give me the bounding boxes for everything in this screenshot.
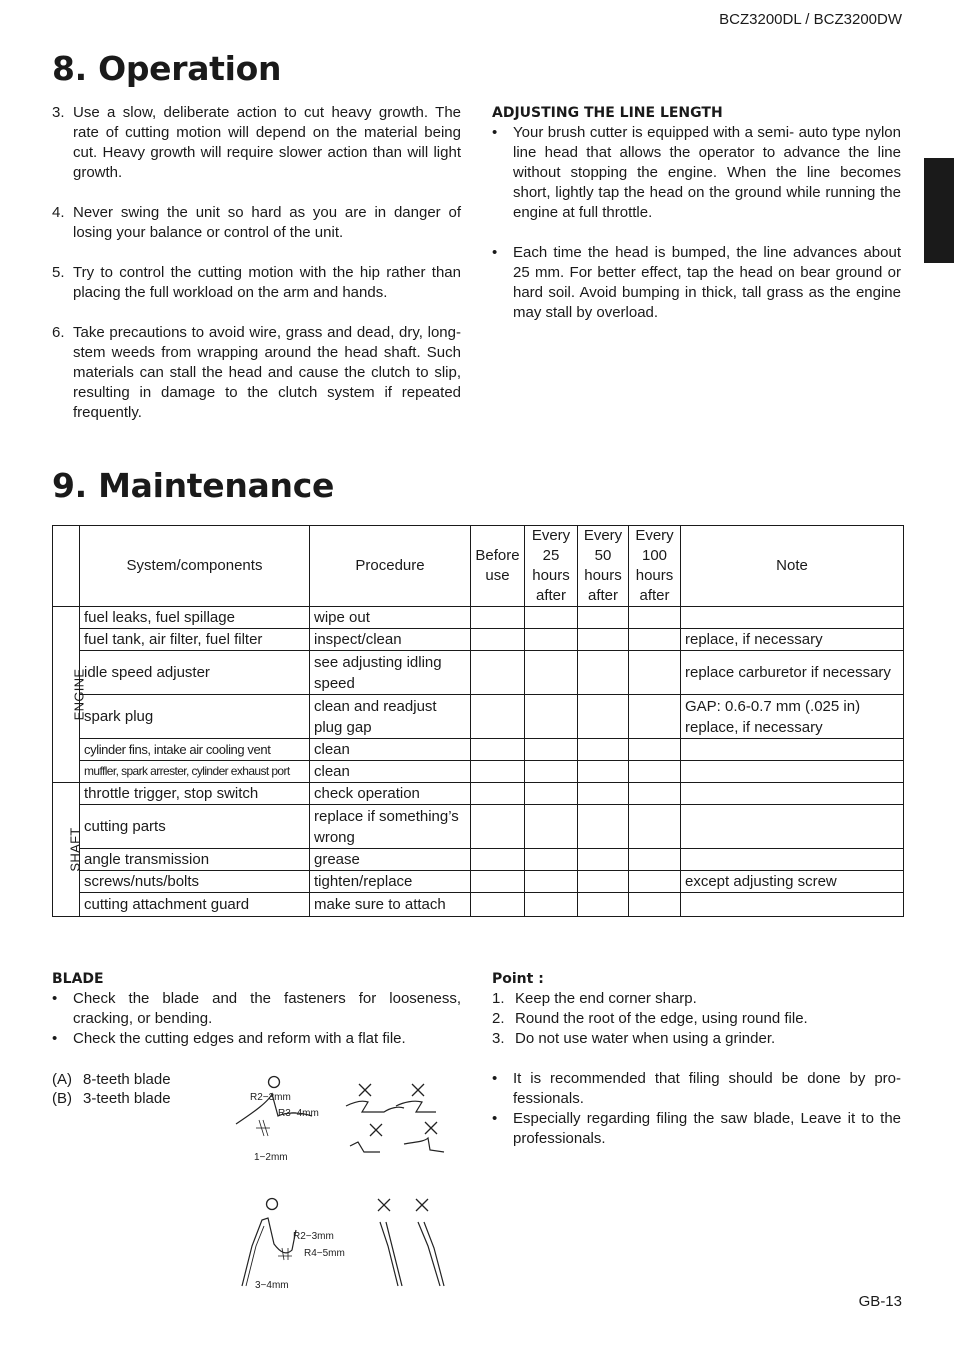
point-item: 2. Round the root of the edge, using round file. bbox=[492, 1010, 808, 1027]
table-row: idle speed adjuster see adjusting idling speed replace carburetor if necessary bbox=[53, 651, 904, 695]
header-note: Note bbox=[681, 526, 904, 607]
blade-b-radius-1: R2−3mm bbox=[293, 1231, 334, 1242]
table-row: muffler, spark arrester, cylinder exhaust port clean bbox=[53, 761, 904, 783]
table-row: spark plug clean and readjust plug gap GAP: 0.6-0.7 mm (.025 in) replace, if necessary bbox=[53, 695, 904, 739]
blade-b-radius-2: R4−5mm bbox=[304, 1248, 345, 1259]
operation-step: 5. Try to control the cutting motion with the hip rather than placing the full workload on the arm and hands. bbox=[52, 264, 461, 301]
header-group bbox=[53, 526, 80, 607]
table-row: angle transmission grease bbox=[53, 849, 904, 871]
header-every-25: Every 25 hours after bbox=[525, 526, 578, 607]
group-engine: ENGINE bbox=[53, 607, 80, 783]
operation-title: 8. Operation bbox=[52, 49, 282, 88]
point-item: 3. Do not use water when using a grinder. bbox=[492, 1030, 776, 1047]
point-bullet: • Especially regarding filing the saw blade, Leave it to the professionals. bbox=[492, 1110, 901, 1147]
point-bullet: • It is recommended that filing should be done by pro-fessionals. bbox=[492, 1070, 901, 1107]
header-before-use: Before use bbox=[471, 526, 525, 607]
blade-type-b: (B) 3-teeth blade bbox=[52, 1090, 171, 1107]
header-system: System/components bbox=[80, 526, 310, 607]
point-item: 1. Keep the end corner sharp. bbox=[492, 990, 697, 1007]
correct-mark-icon bbox=[269, 1077, 280, 1088]
line-length-section bbox=[492, 103, 901, 343]
blade-heading: BLADE bbox=[52, 971, 104, 987]
header-procedure: Procedure bbox=[310, 526, 471, 607]
line-length-bullet: • Your brush cutter is equipped with a semi- auto type nylon line head that allows the operator to advance the line without stopping the engine. When the line becomes short, lightly tap the head on the ground while running the engine at full throttle. bbox=[492, 124, 901, 221]
blade-b-depth: 3−4mm bbox=[255, 1280, 289, 1291]
blade-a-radius-1: R2−3mm bbox=[250, 1092, 291, 1103]
correct-mark-icon bbox=[267, 1199, 278, 1210]
operation-step: 6. Take precautions to avoid wire, grass and dead, dry, long-stem weeds from wrapping around the head shaft. Such materials can stall the head and cause the clutch to slip, resulting in damage to the clutch system if repeated frequently. bbox=[52, 324, 461, 421]
blade-a-depth: 1−2mm bbox=[254, 1152, 288, 1163]
wrong-mark-icon bbox=[359, 1084, 437, 1136]
table-row: cutting attachment guard make sure to attach bbox=[53, 893, 904, 917]
table-header-row bbox=[53, 526, 904, 607]
blade-type-a: (A) 8-teeth blade bbox=[52, 1071, 171, 1088]
line-length-bullet: • Each time the head is bumped, the line advances about 25 mm. For better effect, tap the head on bear ground or hard soil. Avoid bumping in thick, tall grass as the engine may stall by overload. bbox=[492, 244, 901, 321]
blade-section bbox=[52, 969, 461, 1049]
table-row: screws/nuts/bolts tighten/replace except adjusting screw bbox=[53, 871, 904, 893]
table-row: fuel tank, air filter, fuel filter inspect/clean replace, if necessary bbox=[53, 629, 904, 651]
section-tab-marker bbox=[924, 158, 954, 263]
operation-step: 4. Never swing the unit so hard as you are in danger of losing your balance or control of the unit. bbox=[52, 204, 461, 241]
point-section bbox=[492, 969, 901, 1149]
header-every-50: Every 50 hours after bbox=[578, 526, 629, 607]
blade-bullet: • Check the blade and the fasteners for looseness, cracking, or bending. bbox=[52, 990, 461, 1027]
line-length-heading: ADJUSTING THE LINE LENGTH bbox=[492, 105, 723, 121]
maintenance-table bbox=[52, 525, 904, 917]
blade-bullet: • Check the cutting edges and reform with a flat file. bbox=[52, 1030, 406, 1047]
model-number: BCZ3200DL / BCZ3200DW bbox=[719, 11, 902, 28]
blade-type-list bbox=[52, 1070, 171, 1108]
wrong-mark-icon bbox=[378, 1199, 428, 1211]
blade-a-filing-diagram bbox=[228, 1072, 460, 1168]
group-shaft: SHAFT bbox=[53, 783, 80, 917]
maintenance-title: 9. Maintenance bbox=[52, 466, 335, 505]
point-heading: Point : bbox=[492, 971, 544, 987]
blade-b-filing-diagram bbox=[228, 1190, 460, 1296]
page-number: GB-13 bbox=[858, 1293, 902, 1310]
table-row: SHAFT throttle trigger, stop switch check operation bbox=[53, 783, 904, 805]
header-every-100: Every 100 hours after bbox=[629, 526, 681, 607]
table-row: ENGINE fuel leaks, fuel spillage wipe out bbox=[53, 607, 904, 629]
table-row: cylinder fins, intake air cooling vent clean bbox=[53, 739, 904, 761]
table-row: cutting parts replace if something’s wrong bbox=[53, 805, 904, 849]
operation-steps bbox=[52, 103, 461, 443]
blade-a-radius-2: R3−4mm bbox=[278, 1108, 319, 1119]
operation-step: 3. Use a slow, deliberate action to cut heavy growth. The rate of cutting motion will depend on the material being cut. Heavy growth will require slower action than will light growth. bbox=[52, 104, 461, 181]
